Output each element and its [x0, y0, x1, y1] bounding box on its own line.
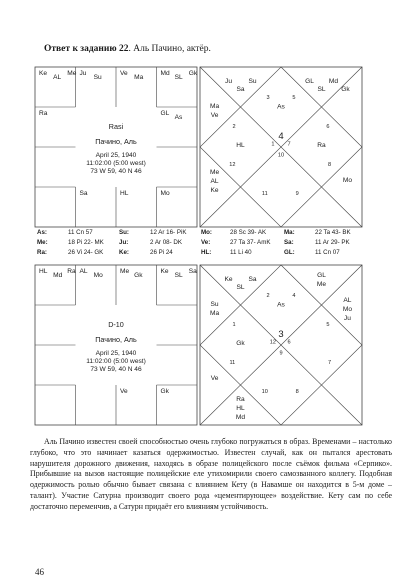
rasi-house-chart-house-number: 5	[292, 95, 296, 101]
d10-house-chart-house-number: 10	[261, 389, 268, 395]
rasi-sign-chart-planet-sl: SL	[174, 74, 183, 81]
rasi-house-chart-house-planet-ju: Ju	[225, 78, 232, 85]
d10-house-chart-house-number: 4	[292, 293, 296, 299]
rasi-house-chart-house-planet-as: As	[277, 103, 285, 111]
rasi-house-chart-house-planet-su: Su	[248, 78, 257, 85]
d10-sign-chart-planet-ve: Ve	[120, 388, 128, 395]
rasi-house-chart-house-planet-al: AL	[210, 178, 219, 186]
rasi-house-chart-house-number: 10	[277, 152, 285, 159]
rasi-sign-chart-center-title: Rasi	[108, 122, 124, 131]
position-value: 11 Cn 07	[315, 249, 340, 256]
position-label: HL:	[201, 249, 212, 256]
d10-sign-chart-planet-ra: Ra	[67, 268, 76, 275]
position-value: 27 Ta 37- AmK	[230, 239, 271, 246]
rasi-house-chart-house-number: 12	[229, 162, 236, 169]
position-value: 11 Cn 57	[68, 229, 93, 236]
position-label: Sa:	[284, 239, 294, 246]
rasi-sign-chart-planet-ve: Ve	[120, 70, 128, 77]
rasi-sign-chart-planet-ma: Ma	[134, 74, 144, 81]
rasi-sign-chart-planet-mo: Mo	[160, 190, 170, 197]
d10-sign-chart-planet-sa: Sa	[188, 268, 197, 275]
d10-sign-chart-planet-gk: Gk	[134, 272, 143, 279]
rasi-house-chart-house-number: 7	[287, 141, 291, 148]
rasi-house-chart-house-planet-gl: GL	[305, 78, 314, 85]
position-label: Su:	[119, 229, 129, 236]
d10-house-chart-house-planet-sa: Sa	[248, 276, 257, 283]
position-value: 22 Ta 43- BK	[315, 229, 351, 236]
rasi-sign-chart-planet-md: Md	[160, 70, 170, 77]
rasi-sign-chart-birth-date: April 25, 1940	[95, 152, 137, 159]
rasi-sign-chart-planet-sa: Sa	[79, 190, 88, 197]
position-label: Ke:	[119, 249, 129, 256]
rasi-sign-chart-planet-hl: HL	[120, 190, 129, 197]
position-value: 11 Li 40	[230, 249, 252, 256]
rasi-house-chart-house-planet-ma: Ma	[209, 102, 220, 110]
d10-house-chart-house-number: 11	[229, 360, 236, 367]
rasi-sign-chart-birth-time: 11:02:00 (5:00 west)	[86, 160, 146, 167]
d10-house-chart-house-planet-gk: Gk	[236, 340, 245, 347]
d10-sign-chart-center-title: D-10	[108, 320, 124, 329]
rasi-house-chart-house-planet-md: Md	[328, 78, 339, 85]
d10-sign-chart-birth-coords: 73 W 59, 40 N 46	[90, 366, 142, 373]
rasi-house-chart-house-planet-hl: HL	[236, 142, 245, 149]
rasi-house-chart-house-planet-me: Me	[209, 169, 220, 177]
rasi-house-chart-house-number: 4	[278, 131, 284, 142]
d10-house-chart-house-planet-hl: HL	[236, 405, 245, 412]
rasi-sign-chart-native-name: Пачино, Аль	[95, 137, 137, 146]
rasi-house-chart-house-planet-ve: Ve	[210, 111, 219, 119]
rasi-house-chart-house-planet-ra: Ra	[317, 142, 326, 149]
d10-house-chart-house-planet-sl: SL	[236, 284, 245, 291]
rasi-sign-chart-planet-al: AL	[53, 74, 62, 81]
rasi-sign-chart-birth-coords: 73 W 59, 40 N 46	[90, 168, 142, 175]
d10-sign-chart-planet-hl: HL	[39, 268, 48, 275]
position-value: 26 Vi 24- GK	[68, 249, 104, 256]
position-label: GL:	[284, 249, 295, 256]
rasi-house-chart-house-planet-gk: Gk	[341, 86, 350, 93]
position-value: 28 Sc 39- AK	[230, 229, 267, 236]
d10-house-chart-house-number: 1	[232, 321, 236, 328]
d10-sign-chart-native-name: Пачино, Аль	[95, 335, 137, 344]
d10-house-chart-house-number: 8	[295, 389, 299, 395]
d10-house-chart-house-planet-md: Md	[235, 414, 246, 421]
rasi-house-chart-house-planet-ke: Ke	[210, 187, 219, 195]
rasi-house-chart-house-number: 9	[295, 191, 299, 197]
rasi-house-chart-house-number: 1	[271, 141, 275, 148]
rasi-positions-table	[37, 229, 397, 263]
d10-sign-chart-planet-mo: Mo	[93, 272, 103, 279]
rasi-sign-chart-planet-ju: Ju	[79, 70, 87, 77]
rasi-sign-chart-planet-su: Su	[93, 74, 102, 81]
rasi-house-chart-house-planet-sa: Sa	[236, 86, 245, 93]
d10-sign-chart-planet-al: AL	[79, 268, 88, 275]
d10-sign-chart-planet-ke: Ke	[160, 268, 169, 275]
position-label: Ra:	[37, 249, 47, 256]
rasi-sign-chart-planet-ke: Ke	[39, 70, 48, 77]
d10-house-chart-house-planet-ve: Ve	[210, 375, 219, 383]
d10-house-chart-house-number: 5	[326, 321, 330, 328]
d10-house-chart-house-planet-as: As	[277, 301, 285, 309]
position-value: 2 Ar 08- DK	[150, 239, 182, 246]
position-value: 12 Ar 16- PiK	[150, 229, 187, 236]
rasi-sign-chart-planet-gl: GL	[160, 110, 170, 117]
d10-house-chart-house-number: 7	[328, 360, 332, 367]
d10-house-chart-house-number: 6	[287, 339, 291, 346]
rasi-house-chart-house-number: 11	[261, 191, 268, 197]
rasi-sign-chart-planet-me: Me	[67, 70, 77, 77]
rasi-house-chart-house-planet-mo: Mo	[342, 177, 353, 185]
d10-house-chart-house-planet-al: AL	[343, 296, 352, 304]
d10-sign-chart-planet-md: Md	[53, 272, 63, 279]
answer-label: Ответ к заданию 22	[44, 44, 129, 54]
position-label: Ve:	[201, 239, 211, 246]
d10-house-chart-house-number: 9	[279, 350, 283, 357]
d10-sign-chart-birth-date: April 25, 1940	[95, 350, 137, 357]
rasi-sign-chart-planet-gk: Gk	[188, 70, 198, 77]
d10-house-chart-house-planet-su: Su	[210, 300, 219, 308]
d10-house-chart-house-planet-ju: Ju	[343, 314, 351, 322]
position-label: Me:	[37, 239, 48, 246]
rasi-sign-chart-planet-ra: Ra	[39, 110, 48, 117]
d10-house-chart-house-number: 12	[269, 339, 277, 346]
position-label: Ju:	[119, 239, 129, 246]
d10-sign-chart-birth-time: 11:02:00 (5:00 west)	[86, 358, 146, 365]
d10-house-chart-house-planet-ma: Ma	[209, 309, 220, 317]
position-label: Mo:	[201, 229, 212, 236]
d10-sign-chart-planet-me: Me	[120, 268, 130, 275]
rasi-house-chart-house-planet-sl: SL	[317, 86, 326, 93]
d10-house-chart-house-planet-ke: Ke	[224, 276, 233, 283]
position-value: 18 Pi 22- MK	[68, 239, 104, 246]
rasi-house-chart-house-number: 3	[266, 95, 270, 101]
position-label: As:	[37, 229, 47, 236]
rasi-house-chart-house-number: 8	[328, 162, 332, 169]
d10-house-chart-house-planet-me: Me	[316, 281, 327, 288]
position-value: 11 Ar 29- PK	[315, 239, 350, 246]
d10-house-chart-house-planet-mo: Mo	[342, 305, 353, 313]
d10-sign-chart-planet-gk: Gk	[160, 388, 169, 395]
answer-subject: . Аль Пачино, актёр.	[128, 44, 211, 54]
d10-house-chart-house-number: 2	[266, 293, 270, 299]
position-value: 26 Pi 24	[150, 249, 173, 256]
position-label: Ma:	[284, 229, 295, 236]
rasi-house-chart-house-number: 2	[232, 123, 236, 130]
d10-house-chart-house-planet-ra: Ra	[236, 396, 245, 403]
body-paragraph: Аль Пачино известен своей способностью очень глубоко погружаться в образ. Временами – настолько глубоко, что это начинает казаться одержимостью. Известен случай, как он пытался арестовать нарушителя дорожного движения, находясь в образе полицейского после съёмок фильма «Серпико». Прибывшие на вызов настоящие полицейские еле утихомирили своего самозванного коллегу. Подобная одержимость ролью обычно бывает связана с влиянием Кету (в Навамше он находится в 5-м доме – талант). Участие Сатурна производит своего рода «цементирующее» воздействие. Кету сам по себе достаточно переменчив, а Сатурн придаёт его влияниям устойчивость.	[30, 437, 392, 511]
rasi-sign-chart-planet-as: As	[174, 114, 183, 121]
d10-sign-chart-planet-sl: SL	[174, 272, 183, 279]
d10-house-chart-house-planet-gl: GL	[317, 272, 326, 279]
page-number: 46	[35, 567, 44, 577]
rasi-house-chart-house-number: 6	[326, 123, 330, 130]
d10-house-chart-house-number: 3	[278, 329, 284, 340]
